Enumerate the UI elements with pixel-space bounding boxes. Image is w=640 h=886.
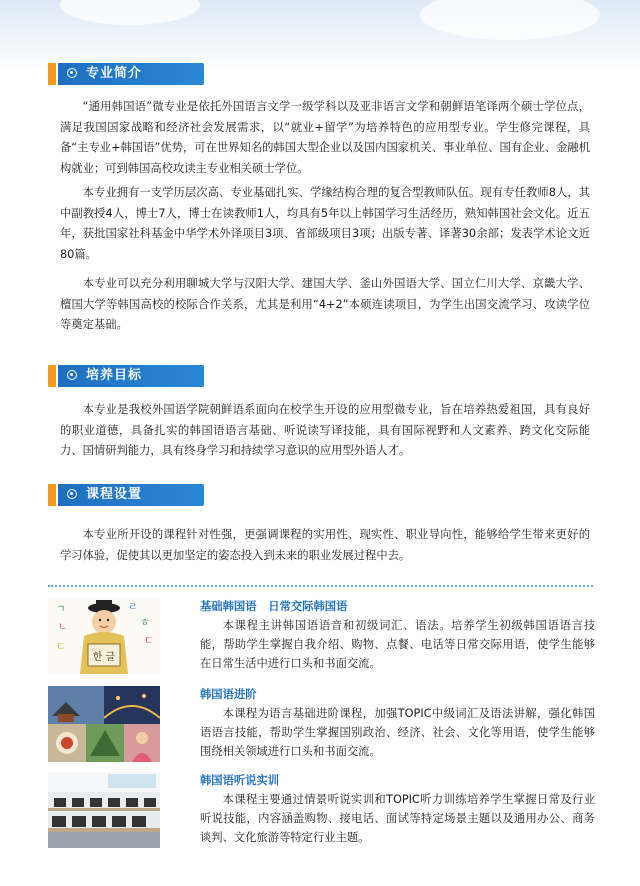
speech-letter: ㄷ [56,642,66,653]
goals-paragraph: 本专业是我校外国语学院朝鲜语系面向在校学生开设的应用型微专业，旨在培养热爱祖国，具有良好的职业道德，具备扎实的韩国语语言基础、听说读写译技能，具有国际视野和人文素养、跨文化交际能力、国情研判能力，具有终身学习和持续学习意识的应用型外语人才。 [60,403,590,457]
intro-paragraph-3: 本专业可以充分利用聊城大学与汉阳大学、建国大学、釜山外国语大学、国立仁川大学、京畿大学、檀国大学等韩国高校的校际合作关系，尤其是利用“4+2”本硕连读项目，为学生出国交流学习、攻读学位等奠定基础。 [60,277,590,331]
section-header-courses [48,484,204,506]
circle-bullet-icon [67,370,77,380]
korean-scholar-illustration [48,598,160,674]
course-description: 本课程主讲韩国语语音和初级词汇、语法。培养学生初级韩国语语言技能，帮助学生掌握自我介绍、购物、点餐、电话等日常交际用语，使学生能够在日常生活中进行口头和书面交流。 [200,619,595,670]
section-title: 培养目标 [86,368,143,383]
section-header-intro [48,63,204,85]
intro-paragraph-1: “通用韩国语”微专业是依托外国语言文学一级学科以及亚非语言文学和朝鲜语笔译两个硕士学位点，满足我国国家战略和经济社会发展需求，以“就业+留学”为培养特色的应用型专业。学生修完课程，具备“主专业+韩国语”优势，可在世界知名的韩国大型企业以及国内国家机关、事业单位、国有企业、金融机构就业；可到韩国高校攻读主专业相关硕士学位。 [60,100,590,175]
course-title: 基础韩国语 日常交际韩国语 [200,600,348,613]
course-item [48,686,593,766]
course-title: 韩国语听说实训 [200,774,280,787]
computer-lab-photo [48,772,160,848]
course-description: 本课程为语言基础进阶课程，加强TOPIC中级词汇及语法讲解，强化韩国语语言技能，帮助学生掌握国别政治、经济、社会、文化等用语，使学生能够围绕相关领域进行口头和书面交流。 [200,707,595,758]
section-title: 专业简介 [86,66,143,81]
speech-letter: ㄷ [144,636,154,647]
header-accent [48,63,56,85]
course-title: 韩国语进阶 [200,688,257,701]
speech-letter: ㄱ [56,604,66,615]
circle-bullet-icon [67,68,77,78]
speech-letter: ㄴ [58,622,68,633]
korea-culture-collage [48,686,160,762]
sign-text: 한 글 [92,652,116,663]
header-accent [48,365,56,387]
circle-bullet-icon [67,489,77,499]
speech-letter: ㅎ [140,618,150,629]
course-item [48,598,593,678]
course-description: 本课程主要通过情景听说实训和TOPIC听力训练培养学生掌握日常及行业听说技能，内容涵盖购物、接电话、面试等特定场景主题以及通用办公、商务谈判、文化旅游等特定行业主题。 [200,793,595,844]
section-title: 课程设置 [86,487,143,502]
header-accent [48,484,56,506]
speech-letter: ㄹ [128,602,138,613]
intro-paragraph-2: 本专业拥有一支学历层次高、专业基础扎实、学缘结构合理的复合型教师队伍。现有专任教师8人，其中副教授4人，博士7人，博士在读教师1人，均具有5年以上韩国学习生活经历，熟知韩国社会文化。近五年，获批国家社科基金中华学术外译项目3项、省部级项目3项；出版专著、译著30余部；发表学术论文近80篇。 [60,186,590,261]
courses-paragraph: 本专业所开设的课程针对性强，更强调课程的实用性、现实性、职业导向性，能够给学生带来更好的学习体验，促使其以更加坚定的姿态投入到未来的职业发展过程中去。 [60,528,590,562]
divider [48,585,593,587]
section-header-goals [48,365,204,387]
course-item [48,772,593,852]
